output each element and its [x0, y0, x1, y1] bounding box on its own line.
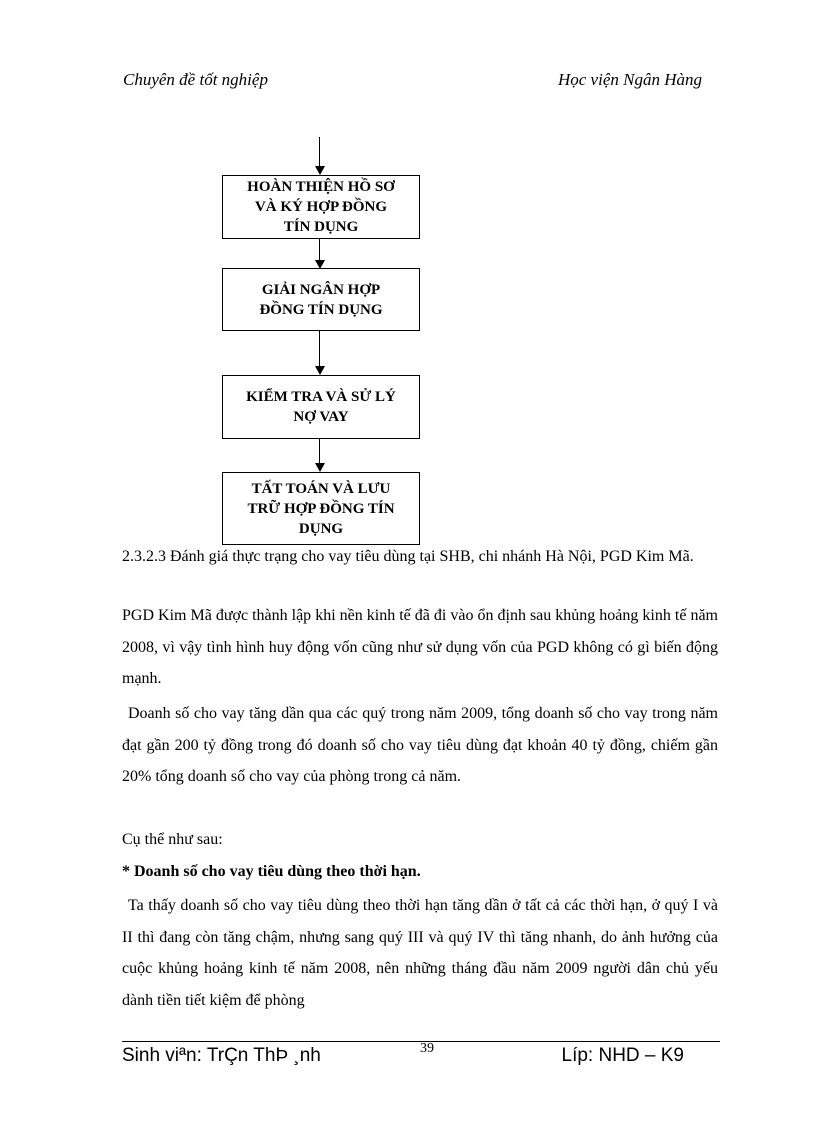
section-heading-paragraph: 2.3.2.3 Đánh giá thực trạng cho vay tiêu dùng tại SHB, chi nhánh Hà Nội, PGD Kim Mã.: [122, 548, 694, 565]
flow-step-4-line-2: TRỮ HỢP ĐỒNG TÍN: [247, 500, 395, 517]
footer-student: Sinh viªn: TrÇn ThÞ ¸nh: [122, 1045, 321, 1066]
flow-step-4: [222, 472, 420, 545]
flow-step-1: [222, 175, 420, 239]
paragraph: Cụ thể như sau:: [122, 831, 223, 848]
footer-class: Líp: NHD – K9: [561, 1045, 684, 1066]
flow-arrowhead: [315, 366, 325, 375]
header-right: Học viện Ngân Hàng: [557, 70, 702, 89]
subheading: * Doanh số cho vay tiêu dùng theo thời hạn.: [122, 863, 421, 880]
flow-step-1-line-1: HOÀN THIỆN HỒ SƠ: [247, 179, 395, 195]
flow-step-4-line-1: TẤT TOÁN VÀ LƯU: [251, 480, 391, 497]
flow-step-3: [222, 375, 420, 439]
flow-arrow-line: [319, 438, 320, 463]
flow-arrow-line: [319, 238, 320, 260]
paragraph: Doanh số cho vay tăng dần qua các quý trong năm 2009, tổng doanh số cho vay trong năm đạt gần 200 tỷ đồng trong đó doanh số cho vay tiêu dùng đạt khoản 40 tỷ đồng, chiếm gần 20% tổng doanh số cho vay của phòng trong cả năm.: [122, 705, 718, 786]
flow-arrow-line: [319, 330, 320, 366]
flow-arrowhead: [315, 166, 325, 175]
flow-step-1-line-3: TÍN DỤNG: [283, 219, 359, 235]
flow-step-4-line-3: DỤNG: [298, 520, 344, 537]
paragraph: PGD Kim Mã được thành lập khi nền kinh tế đã đi vào ổn định sau khủng hoảng kinh tế năm 2008, vì vậy tình hình huy động vốn cũng như sử dụng vốn của PGD không có gì biến động mạnh.: [122, 607, 718, 688]
flow-arrow-line: [319, 137, 320, 169]
header-left: Chuyên đề tốt nghiệp: [123, 70, 268, 89]
flow-step-1-line-2: VÀ KÝ HỢP ĐỒNG: [254, 199, 388, 215]
flow-step-2: [222, 268, 420, 331]
flow-step-3-line-2: NỢ VAY: [293, 409, 349, 425]
paragraph: Ta thấy doanh số cho vay tiêu dùng theo thời hạn tăng dần ở tất cả các thời hạn, ở quý I và II thì đang còn tăng chậm, nhưng sang quý III và quý IV thì tăng nhanh, do ảnh hưởng của cuộc khủng hoảng kinh tế năm 2008, nên những tháng đầu năm 2009 người dân chủ yếu dành tiền tiết kiệm để phòng: [122, 897, 718, 1009]
page-number: 39: [420, 1041, 434, 1056]
flow-step-3-line-1: KIỂM TRA VÀ SỬ LÝ: [246, 389, 396, 405]
flow-step-2-line-1: GIẢI NGÂN HỢP: [261, 281, 381, 298]
flow-arrowhead: [315, 463, 325, 472]
flow-step-2-line-2: ĐỒNG TÍN DỤNG: [259, 301, 383, 318]
